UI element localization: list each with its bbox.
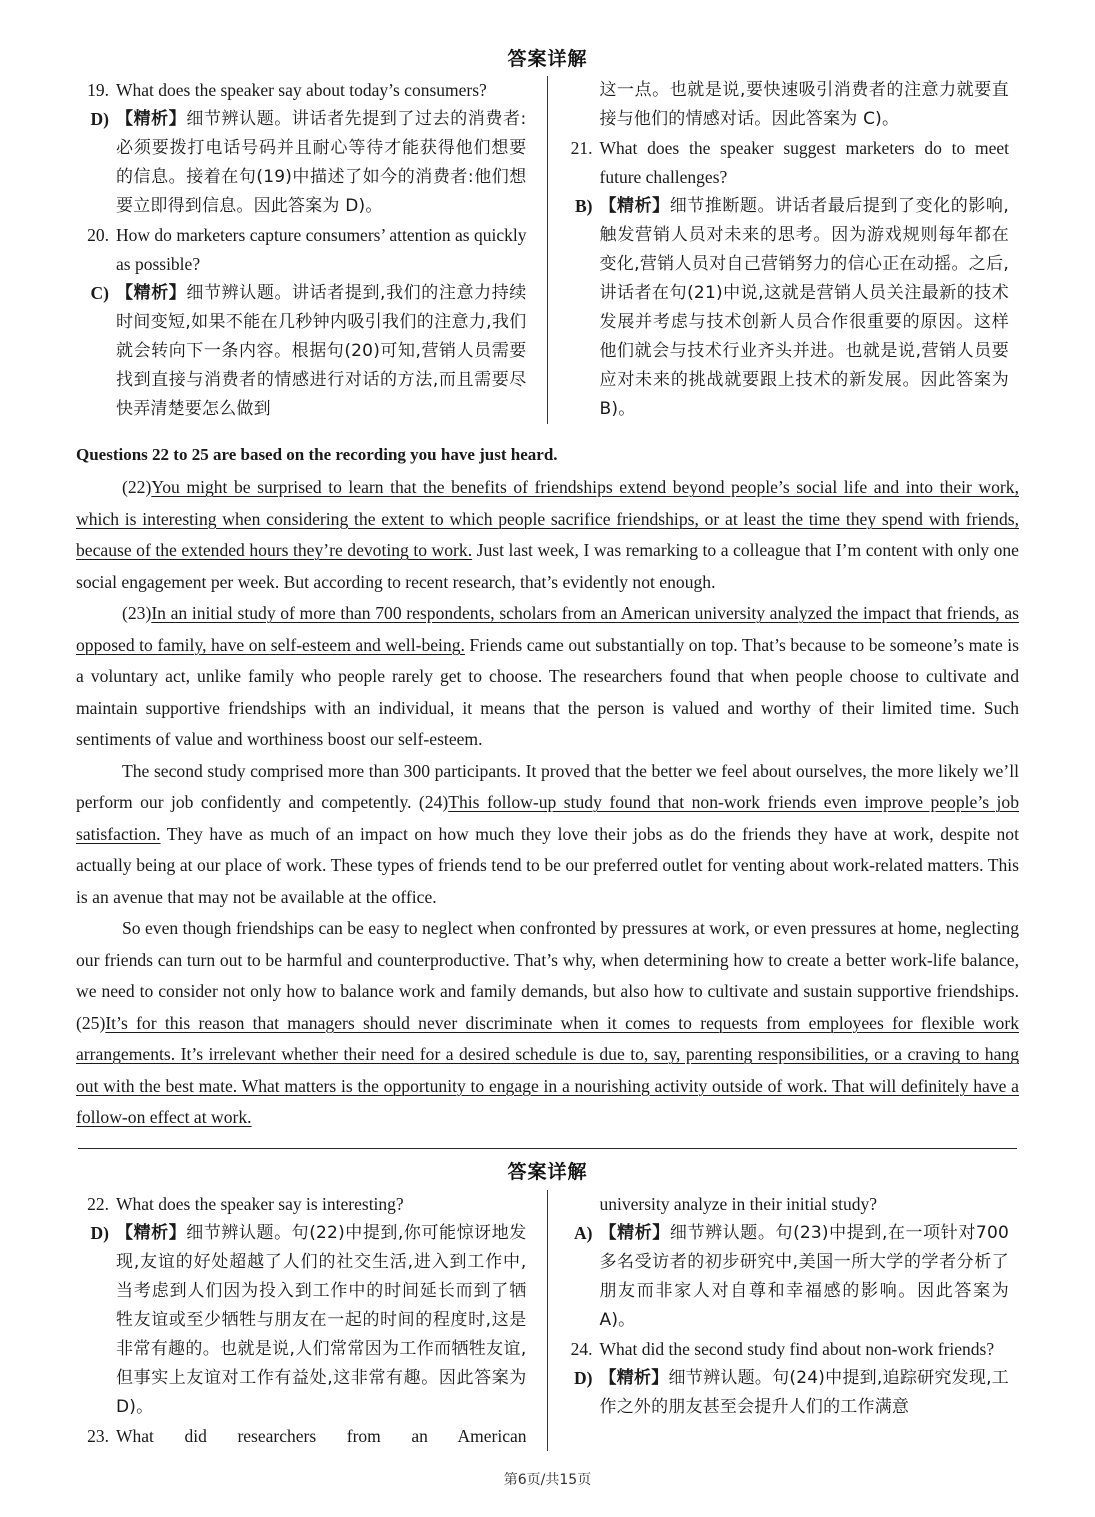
text-run: What does the speaker suggest marketers do to meet future challenges? — [599, 138, 1009, 187]
explanation-text — [116, 279, 527, 424]
text-run: 细节辨认题。句(24)中提到,追踪研究发现,工作之外的朋友甚至会提升人们的工作满意 — [599, 1367, 1009, 1417]
answer-option-letter: D) — [90, 1222, 109, 1243]
answer-item — [570, 192, 1010, 424]
passage-paragraph — [76, 756, 1019, 914]
explanation-text — [600, 192, 1010, 424]
key-sentence-underlined: You might be surprised to learn that the benefits of friendships extend beyond people’s social life and into their work, which is interesting when considering the extent to which people sacrifice friendships, or at least the time they spend with friends, because of the extended hours they’re devoting to work. — [76, 477, 1019, 560]
answer-item — [570, 1190, 1010, 1219]
answer-option-letter: C) — [90, 283, 109, 303]
question-number: 22. — [87, 1193, 109, 1214]
explanation-tag: 【精析】 — [599, 196, 670, 216]
explanation-text — [116, 1219, 527, 1422]
passage-paragraph — [76, 598, 1019, 756]
answer-column-left-top — [76, 76, 548, 424]
question-text — [116, 1190, 527, 1219]
answer-option-letter: D) — [574, 1367, 593, 1388]
answer-option-letter: A) — [574, 1222, 593, 1243]
question-text — [116, 221, 527, 279]
explanation-tag: 【精析】 — [599, 1367, 669, 1388]
answer-item — [86, 279, 527, 424]
passage-text-run: Friends came out substantially on top. That’s because to be someone’s mate is a voluntary act, unlike family who people rarely get to choose. The researchers found that when people choose to cultivate and maintain supportive friendships with an individual, it means that the person is valued and worthy of their limited time. Such sentiments of value and worthiness boost our self-esteem. — [76, 634, 1020, 749]
question-text — [600, 1335, 1010, 1364]
question-number: 20. — [87, 225, 109, 245]
answer-item — [86, 1219, 527, 1422]
answer-column-left-bottom — [76, 1190, 548, 1451]
passage-text-run: Just last week, I was remarking to a colleague that I’m content with only one social engagement per week. But according to recent research, that’s evidently not enough. — [76, 540, 1019, 592]
text-run: What does the speaker say is interesting? — [116, 1193, 404, 1214]
answer-item — [570, 76, 1010, 134]
question-number: 19. — [87, 80, 109, 100]
explanation-text — [116, 105, 527, 221]
section-header-top: 答案详解 — [507, 48, 588, 70]
text-run: 细节辨认题。讲话者提到,我们的注意力持续时间变短,如果不能在几秒钟内吸引我们的注意力,我们就会转向下一条内容。根据句(20)可知,营销人员需要找到直接与消费者的情感进行对话的方法,而且需要尽快弄清楚要怎么做到 — [116, 283, 527, 419]
text-run: What does the speaker say about today’s consumers? — [116, 80, 487, 100]
question-number — [570, 1190, 600, 1219]
question-item — [570, 134, 1010, 192]
passage-body — [76, 472, 1019, 1134]
question-item — [86, 76, 527, 105]
key-sentence-underlined: It’s for this reason that managers should never discriminate when it comes to requests from employees for flexible work arrangements. It’s irrelevant whether their need for a desired schedule is due to, say, parenting responsibilities, or a craving to hang out with the best mate. What matters is the opportunity to engage in a nourishing activity outside of work. That will definitely have a follow-on effect at work. — [76, 1012, 1019, 1127]
text-run: What did researchers from an American — [116, 1425, 527, 1446]
text-run: 细节辨认题。句(23)中提到,在一项针对700 多名受访者的初步研究中,美国一所大学的学者分析了朋友而非家人对自尊和幸福感的影响。因此答案为 A)。 — [599, 1222, 1009, 1330]
explanation-tag: 【精析】 — [599, 1222, 670, 1243]
answer-option-letter: D) — [90, 109, 109, 129]
question-item — [86, 221, 527, 279]
passage-text-run: (22) — [122, 477, 152, 497]
explanation-tag: 【精析】 — [116, 109, 187, 129]
question-number: 21. — [570, 138, 593, 158]
section-header-bottom: 答案详解 — [507, 1160, 588, 1183]
text-run: 细节推断题。讲话者最后提到了变化的影响,触发营销人员对未来的思考。因为游戏规则每年都在变化,营销人员对自己营销努力的信心正在动摇。之后,讲话者在句(21)中说,这就是营销人员关注最新的技术发展并考虑与技术创新人员合作很重要的原因。这样他们就会与技术行业齐头并进。也就是说,营销人员要应对未来的挑战就要跟上技术的新发展。因此答案为 B)。 — [599, 196, 1009, 419]
explanation-text — [600, 1190, 1010, 1219]
text-run: What did the second study find about non-work friends? — [599, 1338, 995, 1359]
question-text — [116, 1422, 527, 1451]
question-number: 23. — [87, 1425, 109, 1446]
passage-text-run: They have as much of an impact on how much they love their jobs as do the friends they have at work, despite not actually being at our place of work. These types of friends tend to be our preferred outlet for venting about work-related matters. This is an avenue that may not be available at the office. — [76, 823, 1019, 907]
question-number — [570, 76, 600, 134]
question-text — [116, 76, 527, 105]
explanation-text — [600, 76, 1010, 134]
explanation-tag: 【精析】 — [116, 1222, 187, 1243]
passage-paragraph — [76, 472, 1019, 598]
listening-passage — [0, 440, 1095, 1134]
text-run: 这一点。也就是说,要快速吸引消费者的注意力就要直接与他们的情感对话。因此答案为 C)。 — [599, 80, 1009, 129]
answer-column-right-bottom — [548, 1190, 1020, 1451]
text-run: 细节辨认题。句(22)中提到,你可能惊讶地发现,友谊的好处超越了人们的社交生活,进入到工作中,当考虑到人们因为投入到工作中的时间延长而到了牺牲友谊或至少牺牲与朋友在一起的时间的程度时,这是非常有趣的。也就是说,人们常常因为工作而牺牲友谊,但事实上友谊对工作有益处,这非常有趣。因此答案为 D)。 — [116, 1222, 527, 1417]
answer-item — [86, 105, 527, 221]
answer-block-bottom — [0, 1190, 1095, 1451]
text-run: How do marketers capture consumers’ attention as quickly as possible? — [116, 225, 527, 274]
passage-text-run: The second study comprised more than 300 participants. It proved that the better we feel about ourselves, the more likely we’ll perform our job confidently and competently. (24) — [76, 760, 1019, 812]
answer-column-right-top — [548, 76, 1020, 424]
question-text — [600, 134, 1010, 192]
passage-text-run: (23) — [122, 603, 152, 623]
question-item — [570, 1335, 1010, 1364]
question-item — [86, 1190, 527, 1219]
text-run: university analyze in their initial study? — [599, 1193, 877, 1214]
explanation-text — [600, 1364, 1010, 1422]
explanation-text — [600, 1219, 1010, 1335]
answer-option-letter: B) — [575, 196, 593, 216]
passage-paragraph — [76, 913, 1019, 1134]
passage-lead: Questions 22 to 25 are based on the recording you have just heard. — [76, 445, 558, 464]
answer-item — [570, 1219, 1010, 1335]
passage-text-run: So even though friendships can be easy to neglect when confronted by pressures at work, or even pressures at home, neglecting our friends can turn out to be harmful and counterproductive. That’s why, when determining how to create a better work-life balance, we need to consider not only how to balance work and family demands, but also how to cultivate and sustain supportive friendships. (25) — [76, 918, 1020, 1033]
explanation-tag: 【精析】 — [116, 283, 187, 303]
text-run: 细节辨认题。讲话者先提到了过去的消费者:必须要拨打电话号码并且耐心等待才能获得他们想要的信息。接着在句(19)中描述了如今的消费者:他们想要立即得到信息。因此答案为 D)。 — [116, 109, 527, 216]
question-item — [86, 1422, 527, 1451]
answer-block-top — [0, 76, 1095, 424]
key-sentence-underlined: In an initial study of more than 700 respondents, scholars from an American university analyzed the impact that friends, as opposed to family, have on self-esteem and well-being. — [76, 603, 1019, 655]
key-sentence-underlined: This follow-up study found that non-work friends even improve people’s job satisfaction. — [76, 792, 1019, 844]
page-footer: 第6页/共15页 — [503, 1472, 592, 1488]
question-number: 24. — [570, 1338, 593, 1359]
answer-item — [570, 1364, 1010, 1422]
